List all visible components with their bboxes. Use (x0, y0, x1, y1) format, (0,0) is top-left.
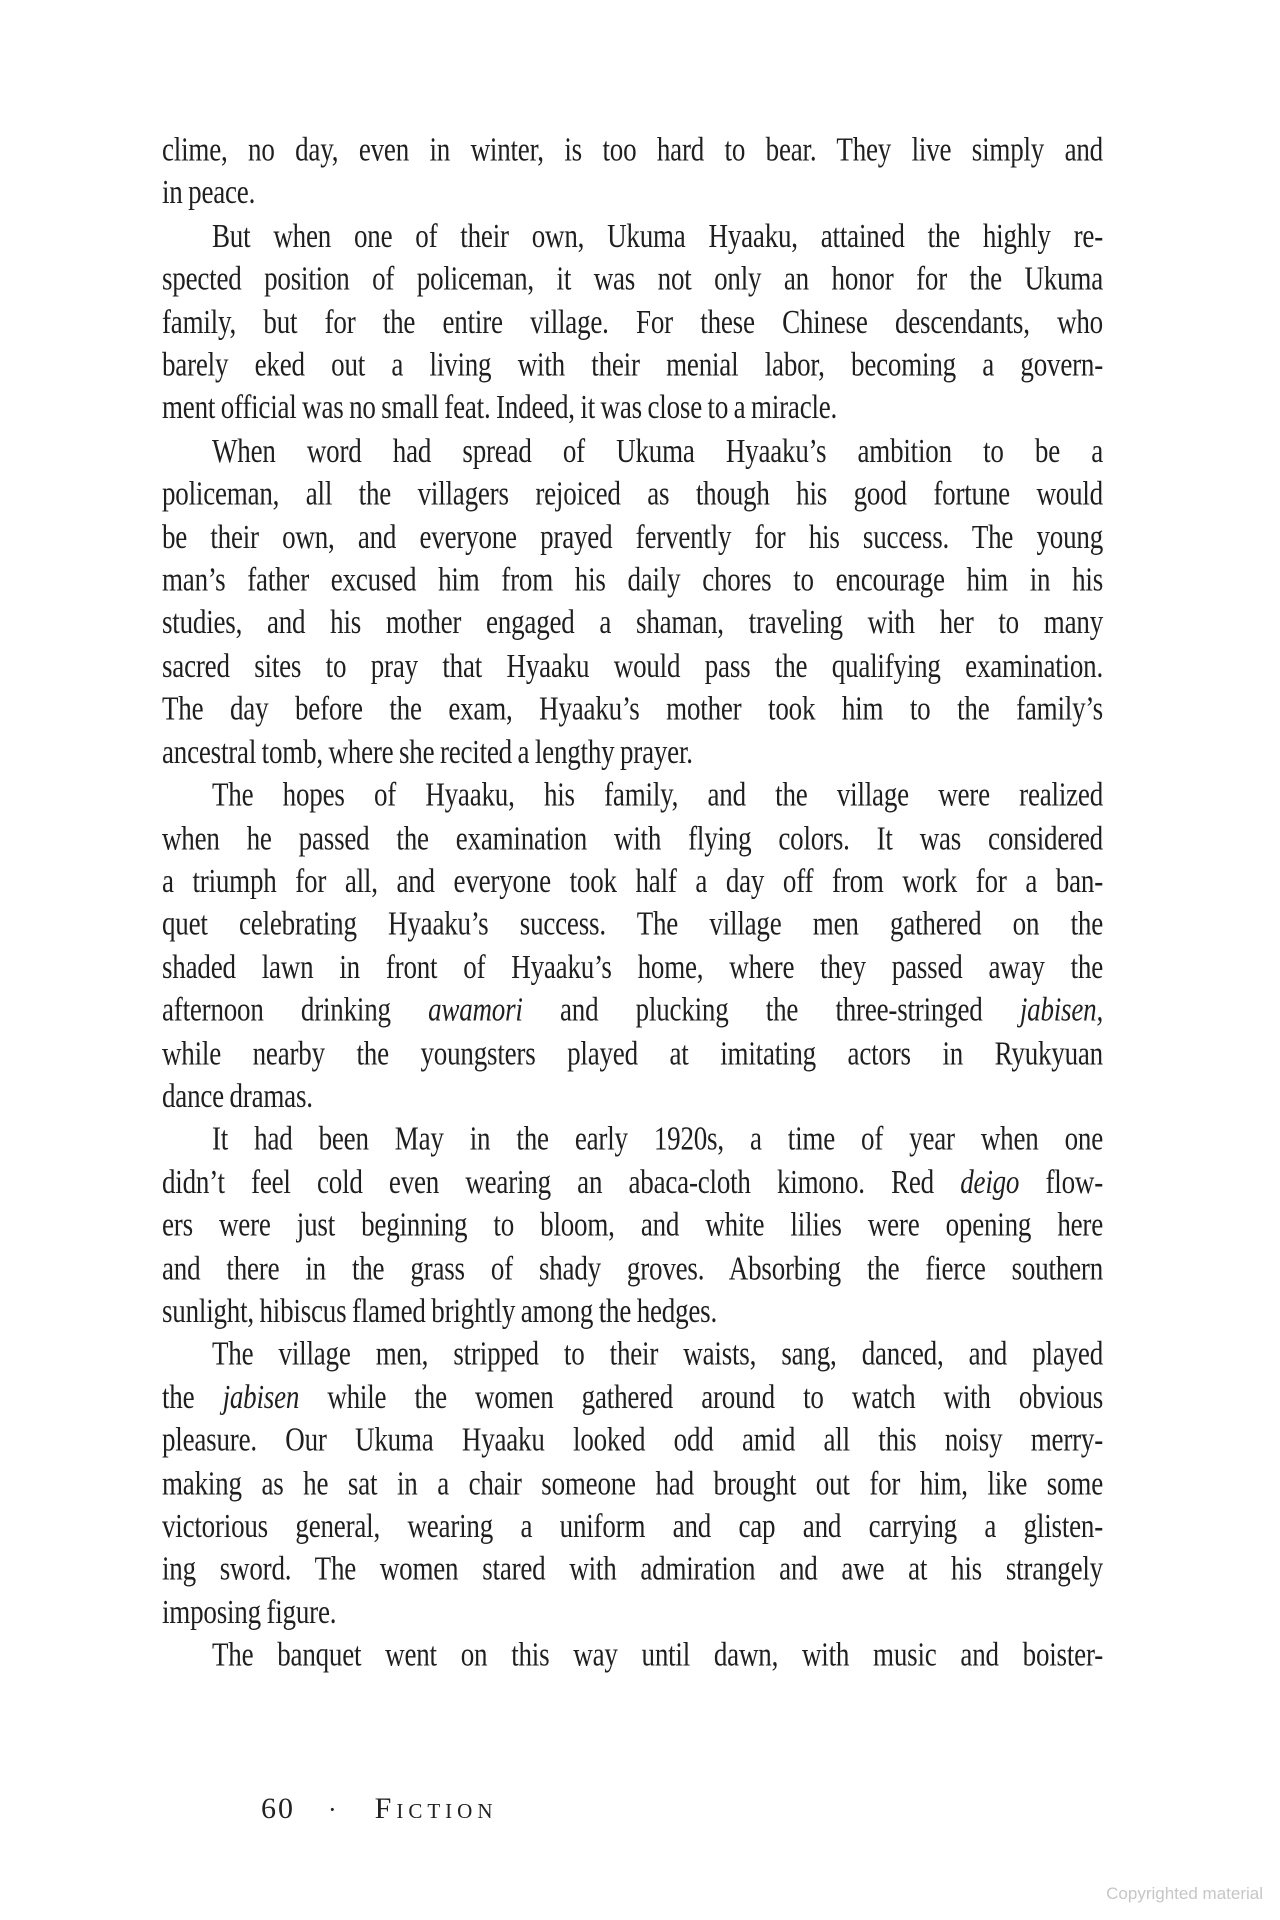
text-line: while nearby the youngsters played at imitating actors in Ryukyuan (162, 1033, 1103, 1072)
text-line: didn’t feel cold even wearing an abaca-cloth kimono. Red deigo flow- (162, 1162, 1103, 1201)
text-line: afternoon drinking awamori and plucking the three-stringed jabisen, (162, 990, 1104, 1029)
text-line: ing sword. The women stared with admiration and awe at his strangely (162, 1549, 1103, 1588)
text-line: man’s father excused him from his daily chores to encourage him in his (162, 560, 1103, 599)
text-line: The banquet went on this way until dawn, with music and boister- (212, 1635, 1103, 1674)
footer-separator-dot: · (328, 1795, 337, 1824)
text-line: in peace. (162, 173, 256, 212)
text-line: shaded lawn in front of Hyaaku’s home, where they passed away the (162, 947, 1103, 986)
text-line: family, but for the entire village. For these Chinese descendants, who (162, 302, 1103, 341)
text-line: and there in the grass of shady groves. Absorbing the fierce southern (162, 1248, 1103, 1287)
text-line: When word had spread of Ukuma Hyaaku’s ambition to be a (212, 431, 1103, 470)
text-line: The hopes of Hyaaku, his family, and the village were realized (212, 775, 1103, 814)
text-block (162, 128, 1103, 1676)
text-line: It had been May in the early 1920s, a time of year when one (212, 1119, 1103, 1158)
text-line: be their own, and everyone prayed fervently for his success. The young (162, 517, 1103, 556)
text-line: sacred sites to pray that Hyaaku would pass the qualifying examination. (162, 646, 1103, 685)
text-line: barely eked out a living with their menial labor, becoming a govern- (162, 345, 1103, 384)
text-line: victorious general, wearing a uniform and cap and carrying a glisten- (162, 1506, 1103, 1545)
text-line: spected position of policeman, it was not only an honor for the Ukuma (162, 259, 1103, 298)
text-line: But when one of their own, Ukuma Hyaaku, attained the highly re- (212, 216, 1103, 255)
text-line: ancestral tomb, where she recited a lengthy prayer. (162, 732, 693, 771)
text-line: imposing figure. (162, 1592, 337, 1631)
text-line: quet celebrating Hyaaku’s success. The village men gathered on the (162, 904, 1103, 943)
text-line: sunlight, hibiscus flamed brightly among the hedges. (162, 1291, 718, 1330)
page-number: 60 (261, 1792, 295, 1825)
text-line: ment official was no small feat. Indeed, it was close to a miracle. (162, 388, 838, 427)
page-footer (261, 1792, 498, 1826)
text-line: ers were just beginning to bloom, and white lilies were opening here (162, 1205, 1103, 1244)
text-line: studies, and his mother engaged a shaman, traveling with her to many (162, 603, 1103, 642)
text-line: clime, no day, even in winter, is too hard to bear. They live simply and (162, 130, 1103, 168)
text-line: The village men, stripped to their waists, sang, danced, and played (212, 1334, 1103, 1373)
text-line: policeman, all the villagers rejoiced as though his good fortune would (162, 474, 1103, 513)
section-label: Fiction (374, 1792, 498, 1825)
text-line: The day before the exam, Hyaaku’s mother took him to the family’s (162, 689, 1103, 728)
text-line: the jabisen while the women gathered around to watch with obvious (162, 1377, 1104, 1416)
text-line: dance dramas. (162, 1076, 313, 1115)
text-line: pleasure. Our Ukuma Hyaaku looked odd amid all this noisy merry- (162, 1420, 1103, 1459)
text-line: when he passed the examination with flying colors. It was considered (162, 818, 1103, 857)
text-line: a triumph for all, and everyone took half a day off from work for a ban- (162, 861, 1103, 900)
copyright-watermark: Copyrighted material (1106, 1884, 1263, 1903)
text-line: making as he sat in a chair someone had brought out for him, like some (162, 1463, 1103, 1502)
